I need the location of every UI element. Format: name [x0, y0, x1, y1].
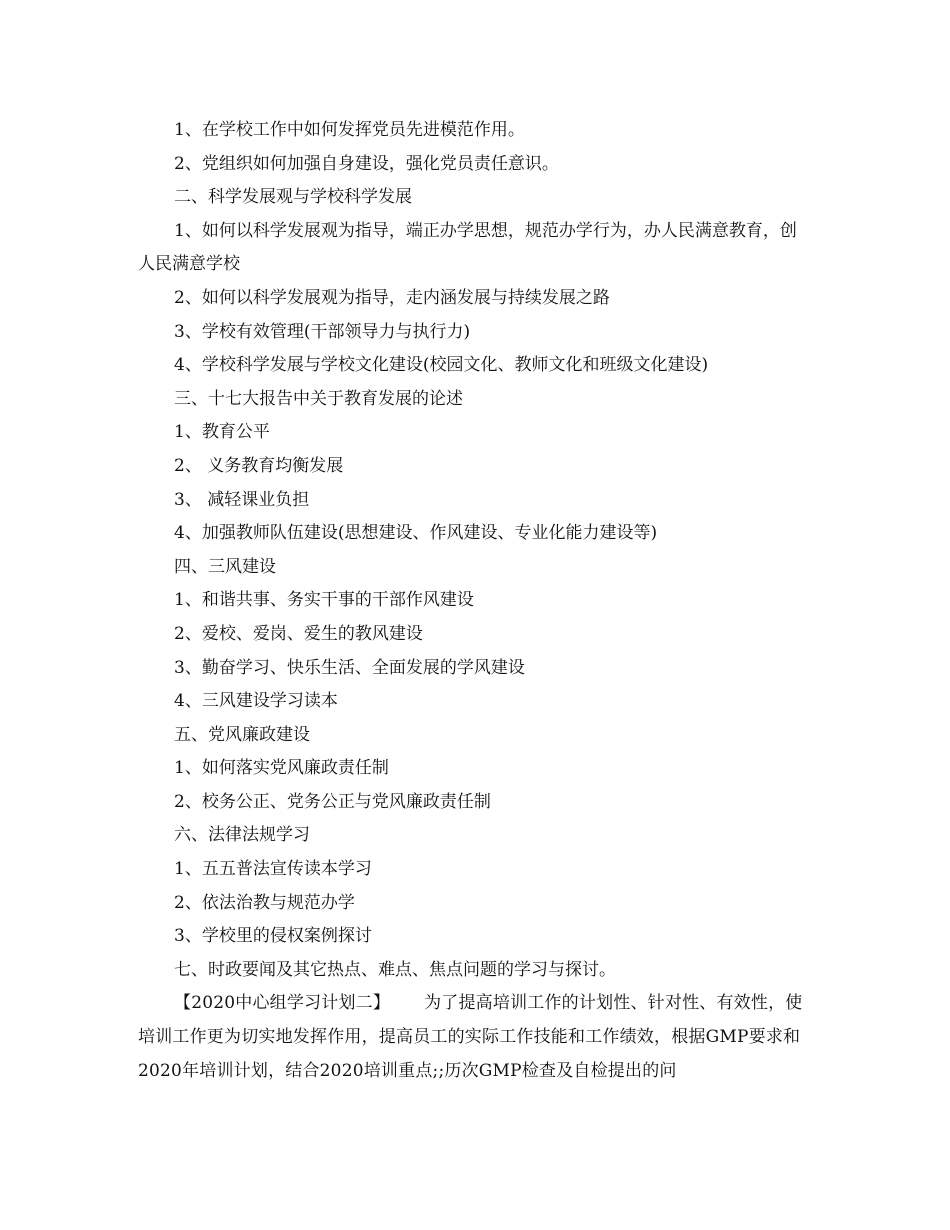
- section-heading: 三、十七大报告中关于教育发展的论述: [174, 388, 463, 409]
- text-line: 2、校务公正、党务公正与党风廉政责任制: [174, 791, 491, 812]
- text-line: 3、 减轻课业负担: [174, 489, 310, 510]
- section-heading: 五、党风廉政建设: [174, 724, 310, 745]
- final-paragraph-body: 为了提高培训工作的计划性、针对性、有效性，使培训工作更为切实地发挥作用，提高员工的实际工作技能和工作绩效，根据GMP要求和2020年培训计划，结合2020培训重点;;历次GMP检查及自检提出的问: [138, 993, 803, 1081]
- text-line: 2、党组织如何加强自身建设，强化党员责任意识。: [174, 153, 559, 174]
- text-line: 1、如何以科学发展观为指导，端正办学思想，规范办学行为，办人民满意教育，创人民满意学校: [138, 220, 797, 275]
- text-line: 4、加强教师队伍建设(思想建设、作风建设、专业化能力建设等): [174, 523, 658, 544]
- final-paragraph: [138, 987, 812, 1088]
- section-heading: 六、法律法规学习: [174, 825, 310, 846]
- text-line: 1、如何落实党风廉政责任制: [174, 758, 389, 779]
- text-line: 2、爱校、爱岗、爱生的教风建设: [174, 623, 423, 644]
- section-heading: 七、时政要闻及其它热点、难点、焦点问题的学习与探讨。: [174, 959, 616, 980]
- text-line: 2、依法治教与规范办学: [174, 892, 355, 913]
- text-line: 4、学校科学发展与学校文化建设(校园文化、教师文化和班级文化建设): [174, 355, 709, 376]
- text-line: 2、如何以科学发展观为指导，走内涵发展与持续发展之路: [174, 287, 610, 308]
- text-line: 1、教育公平: [174, 422, 270, 443]
- text-line: 1、五五普法宣传读本学习: [174, 859, 372, 880]
- final-paragraph-heading: 【2020中心组学习计划二】: [174, 993, 391, 1014]
- section-heading: 四、三风建设: [174, 556, 276, 577]
- text-line: 3、学校里的侵权案例探讨: [174, 926, 372, 947]
- text-line: 1、和谐共事、务实干事的干部作风建设: [174, 590, 474, 611]
- text-line: 4、三风建设学习读本: [174, 691, 338, 712]
- section-heading: 二、科学发展观与学校科学发展: [174, 187, 412, 208]
- text-line: 1、在学校工作中如何发挥党员先进模范作用。: [174, 120, 525, 140]
- document-body: [138, 114, 812, 1088]
- text-line: 3、学校有效管理(干部领导力与执行力): [174, 321, 471, 342]
- text-line: 3、勤奋学习、快乐生活、全面发展的学风建设: [174, 657, 525, 678]
- text-line: 2、 义务教育均衡发展: [174, 455, 344, 476]
